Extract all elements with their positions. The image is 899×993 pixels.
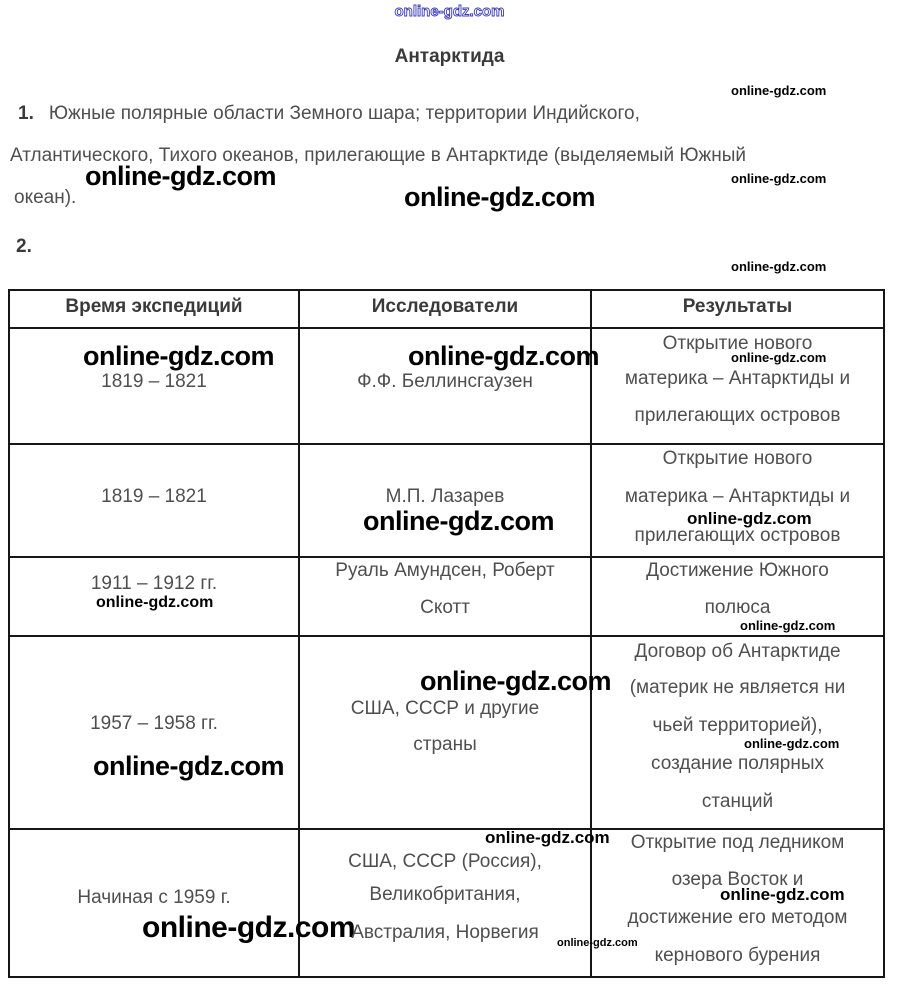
cell-results-line: создание полярных (651, 753, 824, 774)
cell-results-line: Открытие нового (662, 448, 813, 469)
cell-researchers-line: Руаль Амундсен, Роберт (335, 560, 555, 581)
cell-results-line: материка – Антарктиды и (624, 368, 851, 389)
cell-results-line: материка – Антарктиды и (624, 486, 851, 507)
watermark: online-gdz.com (363, 506, 554, 536)
watermark: online-gdz.com (96, 594, 214, 611)
table-row-divider (10, 556, 883, 558)
cell-results-line: достижение его методом (627, 907, 848, 928)
cell-results-line: прилегающих островов (634, 525, 841, 546)
cell-time: 1819 – 1821 (101, 371, 207, 392)
cell-results-line: Открытие под ледником (630, 832, 845, 853)
watermark: online-gdz.com (731, 350, 827, 365)
watermark-top-blue: online-gdz.com (394, 3, 505, 20)
item-2-number: 2. (16, 236, 32, 257)
paragraph-1-line-1 (18, 103, 640, 125)
cell-results-line: полюса (704, 597, 771, 618)
watermark: online-gdz.com (720, 885, 845, 904)
cell-time: 1819 – 1821 (101, 486, 207, 507)
paragraph-1-line-2: Атлантического, Тихого океанов, прилегающие в Антарктиде (выделяемый Южный (10, 145, 747, 166)
cell-time: 1911 – 1912 гг. (90, 573, 218, 594)
cell-results-line: Договор об Антарктиде (634, 641, 841, 662)
watermark: online-gdz.com (740, 618, 836, 633)
table-row-divider (10, 828, 883, 830)
cell-results-line: озера Восток и (671, 869, 804, 890)
watermark: online-gdz.com (731, 171, 827, 186)
cell-results-line: Открытие нового (662, 333, 813, 354)
watermark: online-gdz.com (731, 259, 827, 274)
cell-results-line: станций (701, 791, 774, 812)
cell-researchers-line: страны (413, 734, 477, 755)
watermark: online-gdz.com (85, 161, 276, 191)
page-title: Антарктида (394, 46, 505, 67)
table-row-divider (10, 327, 883, 329)
watermark: online-gdz.com (404, 182, 595, 212)
table-row-divider (10, 635, 883, 637)
cell-results-line: прилегающих островов (634, 405, 841, 426)
watermark: online-gdz.com (731, 83, 827, 98)
cell-results-line: чьей территорией), (652, 715, 823, 736)
table-row-divider (10, 443, 883, 445)
column-header-results: Результаты (682, 296, 793, 317)
watermark: online-gdz.com (420, 666, 611, 696)
cell-researchers-line: Великобритания, (369, 884, 521, 905)
cell-researchers: Ф.Ф. Беллинсгаузен (357, 371, 533, 392)
cell-results-line: Достижение Южного (646, 560, 829, 581)
cell-results-line: (материк не является ни (629, 677, 846, 698)
watermark: online-gdz.com (687, 509, 812, 528)
cell-researchers-line: Скотт (420, 597, 470, 618)
cell-time: Начиная с 1959 г. (77, 887, 231, 908)
watermark: online-gdz.com (485, 828, 610, 847)
cell-researchers-line: Австралия, Норвегия (351, 922, 539, 943)
table-column-divider (298, 291, 300, 976)
cell-researchers-line: США, СССР и другие (350, 698, 540, 719)
cell-researchers-line: США, СССР (Россия), (348, 851, 542, 872)
watermark: online-gdz.com (744, 736, 840, 751)
item-1-text: Южные полярные области Земного шара; территории Индийского, (48, 103, 640, 124)
watermark: online-gdz.com (408, 341, 599, 371)
cell-researchers: М.П. Лазарев (385, 486, 505, 507)
column-header-time: Время экспедиций (65, 296, 243, 317)
column-header-researchers: Исследователи (371, 296, 519, 317)
watermark: online-gdz.com (93, 751, 284, 781)
cell-time: 1957 – 1958 гг. (90, 713, 218, 734)
watermark: online-gdz.com (142, 911, 355, 944)
paragraph-1-line-3: океан). (14, 187, 77, 208)
item-1-number: 1. (18, 103, 34, 124)
cell-results-line: кернового бурения (654, 945, 821, 966)
watermark: online-gdz.com (83, 341, 274, 371)
watermark: online-gdz.com (557, 937, 638, 949)
